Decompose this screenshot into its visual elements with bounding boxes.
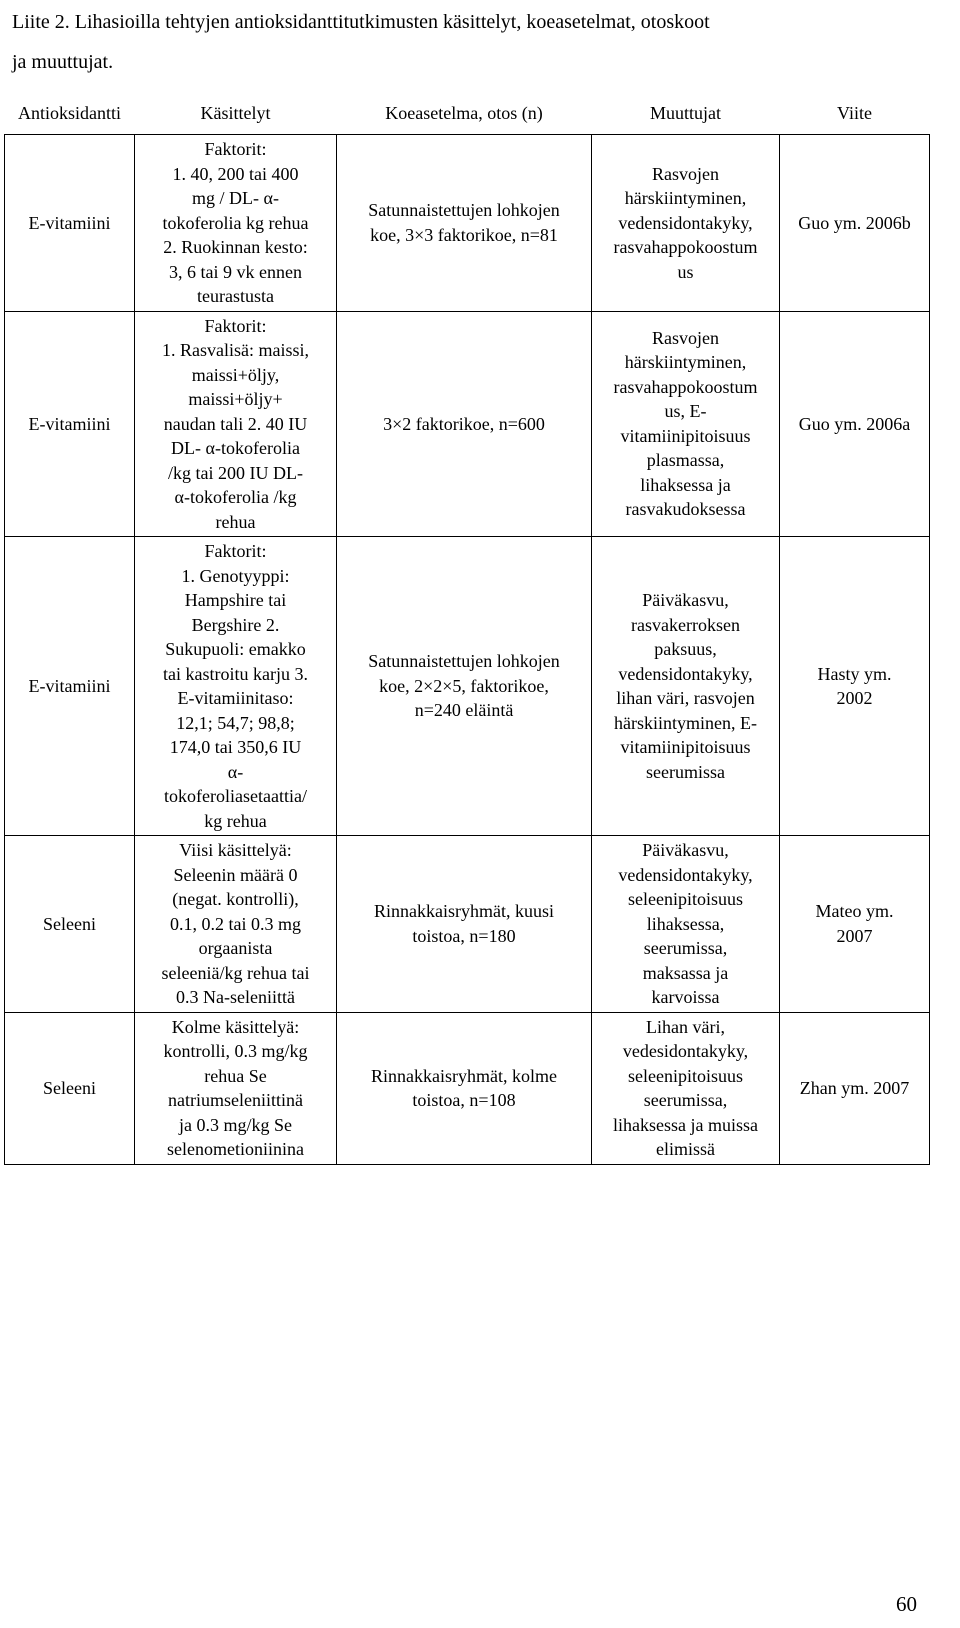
cell-line: ja 0.3 mg/kg Se: [179, 1114, 292, 1135]
cell-line: 12,1; 54,7; 98,8;: [176, 712, 295, 733]
table-row: [5, 1012, 930, 1164]
header-treatments: Käsittelyt: [135, 92, 337, 135]
cell-line: paksuus,: [654, 639, 717, 659]
cell-line: Viisi käsittelyä:: [179, 840, 292, 860]
header-design: Koeasetelma, otos (n): [337, 92, 592, 135]
cell-antioxidant: [5, 311, 135, 537]
table-row: [5, 311, 930, 537]
cell-line: naudan tali 2. 40 IU: [163, 413, 308, 434]
cell-line: 174,0 tai 350,6 IU: [169, 737, 302, 757]
table-row: [5, 135, 930, 312]
cell-line: Hasty ym.: [817, 663, 892, 684]
cell-line: Kolme käsittelyä:: [171, 1016, 300, 1037]
cell-line: lihan väri, rasvojen: [616, 688, 755, 708]
cell-line: härskiintyminen,: [624, 188, 747, 208]
cell-line: vedensidontakyky,: [618, 864, 753, 885]
caption-line-1: Liite 2. Lihasioilla tehtyjen antioksidanttitutkimusten käsittelyt, koeasetelmat, otoskoot: [12, 11, 710, 33]
cell-line: 0.3 Na-seleniittä: [176, 987, 295, 1007]
cell-line: maissi+öljy,: [191, 364, 280, 385]
cell-antioxidant: [5, 836, 135, 1013]
cell-line: 2002: [836, 688, 873, 708]
cell-antioxidant: [5, 1012, 135, 1164]
cell-line: vitamiinipitoisuus: [620, 425, 751, 446]
caption-line-2: ja muuttujat.: [12, 51, 114, 73]
cell-line: selenometioniinina: [167, 1139, 304, 1159]
cell-line: seleenipitoisuus: [628, 1065, 743, 1086]
cell-treatments: [135, 311, 337, 537]
cell-line: kg rehua: [204, 810, 267, 831]
table-row: [5, 836, 930, 1013]
cell-line: 1. Rasvalisä: maissi,: [162, 340, 309, 360]
cell-line: seleenipitoisuus: [628, 889, 743, 909]
cell-line: 3, 6 tai 9 vk ennen: [169, 261, 302, 282]
cell-line: maissi+öljy+: [188, 389, 283, 409]
cell-line: Sukupuoli: emakko: [165, 639, 306, 659]
cell-variables: [592, 135, 780, 312]
cell-line: us, E-: [664, 401, 707, 422]
cell-line: DL- α-tokoferolia: [171, 438, 300, 458]
cell-line: plasmassa,: [646, 450, 725, 471]
table-body: [5, 135, 930, 1165]
header-antioxidant: Antioksidantti: [5, 92, 135, 135]
cell-reference: [780, 537, 930, 836]
cell-line: n=240 eläintä: [414, 700, 514, 721]
cell-variables: [592, 836, 780, 1013]
header-variables: Muuttujat: [592, 92, 780, 135]
cell-line: us: [677, 261, 694, 282]
cell-line: tokoferolia kg rehua: [162, 212, 309, 233]
cell-line: elimissä: [656, 1139, 715, 1159]
cell-reference: [780, 135, 930, 312]
cell-line: rasvahappokoostum: [613, 376, 758, 397]
cell-line: Zhan ym. 2007: [799, 1077, 910, 1098]
cell-line: koe, 3×3 faktorikoe, n=81: [370, 224, 558, 245]
antioxidant-studies-table: [4, 92, 930, 1165]
cell-reference: [780, 1012, 930, 1164]
cell-line: 2007: [836, 925, 873, 946]
cell-line: härskiintyminen,: [624, 352, 747, 373]
cell-line: härskiintyminen, E-: [614, 712, 757, 733]
cell-line: Guo ym. 2006b: [798, 212, 911, 233]
cell-treatments: [135, 135, 337, 312]
cell-line: E-vitamiini: [28, 675, 111, 696]
cell-line: orgaanista: [198, 938, 273, 958]
cell-antioxidant: [5, 135, 135, 312]
table-header: [5, 92, 930, 135]
cell-line: tokoferoliasetaattia/: [164, 786, 307, 806]
cell-line: toistoa, n=108: [412, 1090, 516, 1110]
table-row: [5, 537, 930, 836]
cell-antioxidant: [5, 537, 135, 836]
cell-line: maksassa ja: [642, 962, 729, 983]
cell-line: Satunnaistettujen lohkojen: [368, 651, 560, 672]
cell-line: E-vitamiini: [28, 212, 111, 233]
cell-design: [337, 135, 592, 312]
cell-line: lihaksessa ja: [640, 474, 731, 495]
cell-line: Päiväkasvu,: [642, 590, 729, 610]
cell-line: Rasvojen: [652, 163, 719, 184]
cell-line: (negat. kontrolli),: [172, 889, 299, 909]
cell-line: rehua Se: [204, 1065, 267, 1086]
cell-line: rasvakerroksen: [631, 614, 740, 635]
cell-line: Satunnaistettujen lohkojen: [368, 200, 560, 221]
cell-line: 1. Genotyyppi:: [181, 565, 290, 586]
cell-line: vedesidontakyky,: [622, 1041, 749, 1061]
cell-line: Päiväkasvu,: [642, 840, 729, 860]
cell-line: 3×2 faktorikoe, n=600: [383, 413, 545, 434]
cell-variables: [592, 1012, 780, 1164]
cell-treatments: [135, 836, 337, 1013]
cell-line: α-: [227, 761, 244, 782]
cell-line: teurastusta: [197, 286, 274, 306]
table-caption: [12, 2, 942, 82]
cell-line: Lihan väri,: [646, 1016, 725, 1037]
cell-design: [337, 537, 592, 836]
cell-line: seerumissa,: [643, 938, 728, 958]
cell-variables: [592, 311, 780, 537]
cell-line: kontrolli, 0.3 mg/kg: [163, 1041, 308, 1061]
cell-line: Faktorit:: [204, 541, 267, 561]
cell-line: 1. 40, 200 tai 400: [172, 163, 299, 184]
cell-line: α-tokoferolia /kg: [174, 487, 297, 507]
cell-line: tai kastroitu karju 3.: [163, 663, 308, 684]
cell-line: Seleeni: [43, 1077, 96, 1098]
cell-design: [337, 1012, 592, 1164]
cell-line: Faktorit:: [204, 315, 267, 336]
cell-line: Rasvojen: [652, 327, 719, 348]
header-reference: Viite: [780, 92, 930, 135]
cell-line: seerumissa: [646, 761, 725, 782]
cell-line: lihaksessa ja muissa: [613, 1114, 758, 1135]
cell-line: /kg tai 200 IU DL-: [168, 462, 303, 483]
cell-line: Hampshire tai: [184, 590, 287, 610]
cell-line: rasvakudoksessa: [625, 499, 746, 520]
cell-reference: [780, 836, 930, 1013]
cell-design: [337, 311, 592, 537]
cell-variables: [592, 537, 780, 836]
cell-reference: [780, 311, 930, 537]
cell-line: rasvahappokoostum: [613, 237, 758, 257]
cell-line: toistoa, n=180: [412, 925, 516, 946]
cell-line: koe, 2×2×5, faktorikoe,: [379, 675, 549, 696]
cell-treatments: [135, 1012, 337, 1164]
cell-line: Faktorit:: [204, 139, 267, 159]
cell-line: Guo ym. 2006a: [798, 413, 911, 434]
cell-line: rehua: [215, 511, 256, 532]
cell-treatments: [135, 537, 337, 836]
cell-line: vedensidontakyky,: [618, 212, 753, 233]
cell-line: seleeniä/kg rehua tai: [161, 962, 310, 983]
cell-line: mg / DL- α-: [192, 188, 279, 208]
cell-line: vedensidontakyky,: [618, 663, 753, 684]
page-number: 60: [896, 1592, 917, 1616]
cell-line: natriumseleniittinä: [168, 1090, 303, 1110]
cell-line: lihaksessa,: [646, 913, 725, 934]
cell-design: [337, 836, 592, 1013]
cell-line: Seleenin määrä 0: [173, 864, 298, 885]
cell-line: 0.1, 0.2 tai 0.3 mg: [170, 913, 301, 934]
cell-line: Rinnakkaisryhmät, kuusi: [374, 901, 554, 922]
cell-line: Rinnakkaisryhmät, kolme: [371, 1065, 557, 1086]
cell-line: Mateo ym.: [815, 901, 894, 922]
cell-line: seerumissa,: [643, 1090, 728, 1110]
cell-line: Seleeni: [43, 913, 96, 934]
cell-line: E-vitamiinitaso:: [177, 688, 294, 708]
cell-line: karvoissa: [651, 987, 720, 1007]
cell-line: E-vitamiini: [28, 413, 111, 434]
cell-line: Bergshire 2.: [191, 614, 280, 635]
cell-line: 2. Ruokinnan kesto:: [163, 237, 308, 257]
cell-line: vitamiinipitoisuus: [620, 737, 751, 757]
